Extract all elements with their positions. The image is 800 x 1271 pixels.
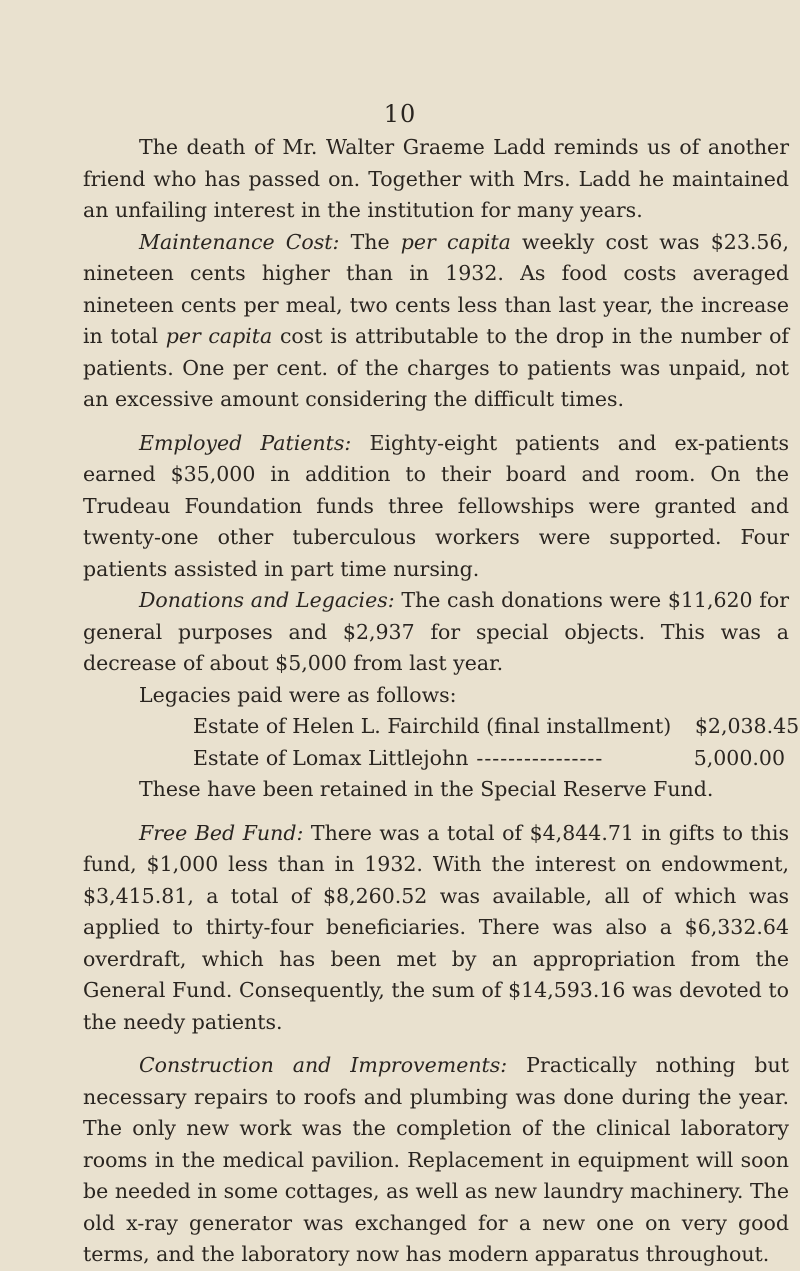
legacy-amount: 5,000.00 [693, 745, 785, 770]
legacy-leader: ---------------- [476, 745, 604, 770]
legacy-name: Estate of Helen L. Fairchild (final installment) [193, 714, 672, 738]
report-body [83, 132, 800, 1271]
legacy-amount: $2,038.45 [694, 714, 800, 738]
paragraph-employed-patients [83, 428, 789, 586]
maintenance-text-3: cost is attributable to the drop in the number of patients. One per cent. of the charges to patients was unpaid, not an excessive amount considering the difficult times. [83, 324, 789, 411]
heading-free-bed-fund: Free Bed Fund: [139, 820, 304, 845]
maintenance-per-capita-1: per capita [400, 229, 511, 254]
free-bed-text: There was a total of $4,844.71 in gifts to this fund, $1,000 less than in 1932. With the interest on endowment, $3,415.81, a total of $8,260.52 was available, all of which was applied to thirty-four beneficiaries. There was also a $6,332.64 overdraft, which has been met by an appropriation from the General Fund. Consequently, the sum of $14,593.16 was devoted to the needy patients. [83, 820, 789, 1034]
maintenance-per-capita-2: per capita [165, 324, 273, 348]
paragraph-donations-legacies [83, 585, 789, 680]
paragraph-construction [83, 1050, 789, 1271]
donations-text: The cash donations were $11,620 for general purposes and $2,937 for special objects. This was a decrease of about $5,000 from last year. [83, 588, 789, 675]
heading-construction: Construction and Improvements: [139, 1053, 508, 1077]
construction-text: Practically nothing but necessary repairs to roofs and plumbing was done during the year. The only new work was the completion of the clinical laboratory rooms in the medical pavilion. Replacement in equipment will soon be needed in some cottages, as well as new laundry machinery. The old x-ray generator was exchanged for a new one on very good terms, and the laboratory now has modern apparatus throughout. [83, 1053, 789, 1266]
legacy-name: Estate of Lomax Littlejohn [193, 745, 469, 770]
heading-donations-legacies: Donations and Legacies: [139, 588, 395, 612]
heading-employed-patients: Employed Patients: [139, 430, 352, 455]
paragraph-ladd-memorial: The death of Mr. Walter Graeme Ladd reminds us of another friend who has passed on. Together with Mrs. Ladd he maintained an unfailing interest in the institution for many years. [83, 135, 789, 222]
page-number: 10 [383, 100, 417, 128]
paragraph-special-reserve: These have been retained in the Special Reserve Fund. [139, 777, 714, 801]
legacies-intro: Legacies paid were as follows: [139, 682, 457, 707]
maintenance-text-1: The [339, 229, 401, 254]
paragraph-maintenance-cost [83, 227, 789, 416]
paragraph-free-bed-fund [83, 818, 789, 1039]
employed-text: Eighty-eight patients and ex-patients earned $35,000 in addition to their board and room. On the Trudeau Foundation funds three fellowships were granted and twenty-one other tuberculous workers were supported. Four patients assisted in part time nursing. [83, 430, 789, 581]
legacies-list [83, 711, 800, 774]
heading-maintenance-cost: Maintenance Cost: [139, 229, 340, 254]
legacy-item [193, 743, 785, 775]
legacy-item [193, 711, 800, 743]
maintenance-text-2: weekly cost was $23.56, nineteen cents higher than in 1932. As food costs averaged nineteen cents per meal, two cents less than last year, the increase in total [83, 229, 789, 348]
